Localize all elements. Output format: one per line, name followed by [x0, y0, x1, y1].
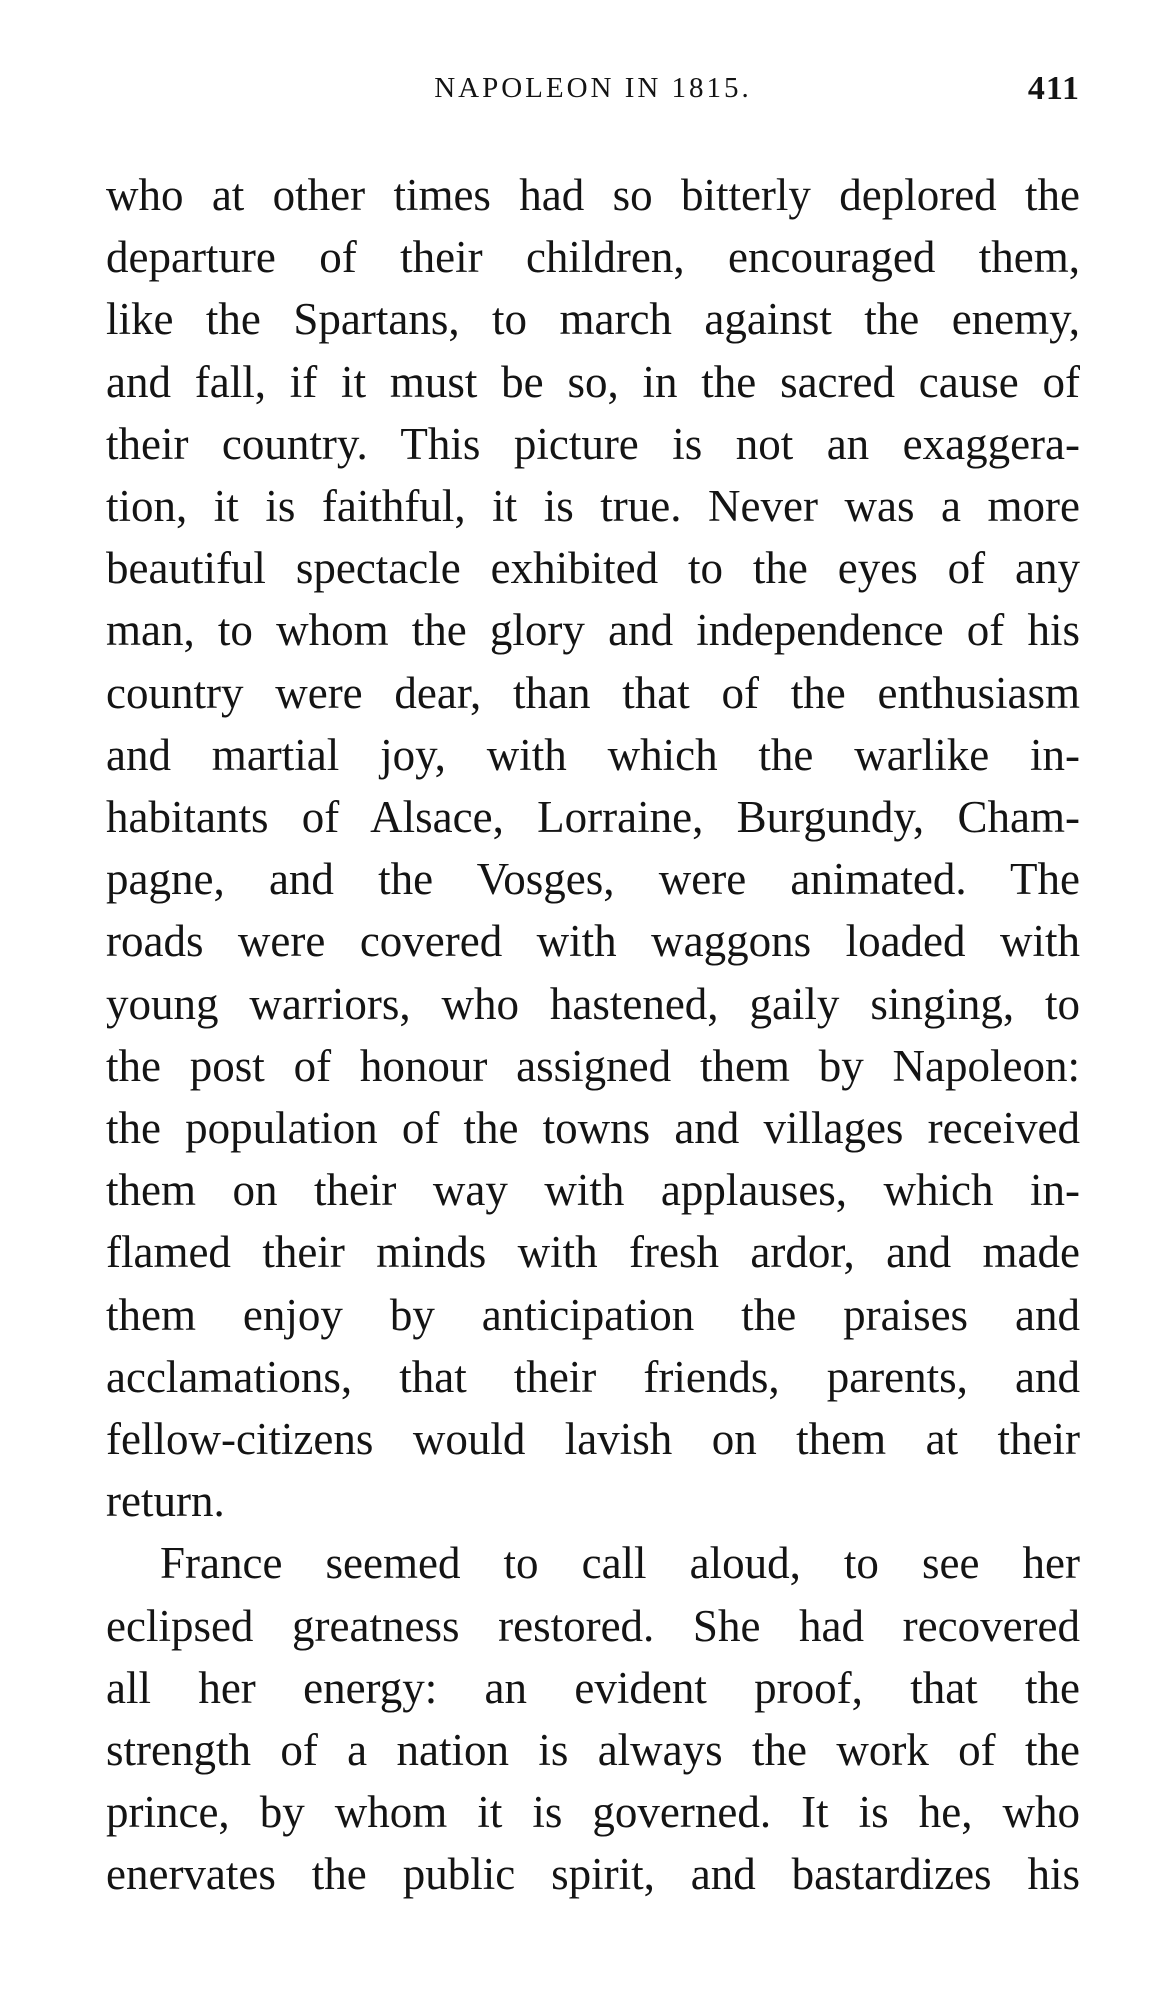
- text-line: and martial joy, with which the warlike in-: [106, 729, 1080, 780]
- text-line: flamed their minds with fresh ardor, and made: [106, 1227, 1080, 1278]
- text-line: and fall, if it must be so, in the sacred cause of: [106, 356, 1080, 407]
- text-line: tion, it is faithful, it is true. Never was a more: [106, 481, 1080, 532]
- text-line: return.: [106, 1476, 225, 1527]
- text-line: habitants of Alsace, Lorraine, Burgundy, Cham-: [106, 792, 1080, 843]
- text-line: their country. This picture is not an exaggera-: [106, 418, 1080, 469]
- text-line: country were dear, than that of the enthusiasm: [106, 667, 1080, 718]
- text-line: all her energy: an evident proof, that the: [106, 1662, 1080, 1713]
- text-line: them on their way with applauses, which in-: [106, 1165, 1080, 1216]
- text-line: man, to whom the glory and independence of his: [106, 605, 1080, 656]
- running-head: [106, 72, 1080, 112]
- text-line: like the Spartans, to march against the enemy,: [106, 294, 1080, 345]
- text-line: the post of honour assigned them by Napoleon:: [106, 1040, 1080, 1091]
- paragraph-2: [106, 1532, 1080, 1905]
- text-line: them enjoy by anticipation the praises and: [106, 1289, 1080, 1340]
- running-title: NAPOLEON IN 1815.: [434, 72, 752, 104]
- text-line: strength of a nation is always the work of the: [106, 1725, 1080, 1776]
- text-line: pagne, and the Vosges, were animated. The: [106, 854, 1080, 905]
- text-line: acclamations, that their friends, parents, and: [106, 1351, 1080, 1402]
- paragraph-1: [106, 164, 1080, 1532]
- text-line: who at other times had so bitterly deplored the: [106, 170, 1080, 220]
- text-line: prince, by whom it is governed. It is he, who: [106, 1787, 1080, 1838]
- text-line: the population of the towns and villages received: [106, 1103, 1080, 1154]
- page-number: 411: [1027, 70, 1080, 107]
- text-line: beautiful spectacle exhibited to the eyes of any: [106, 543, 1080, 594]
- text-line: fellow-citizens would lavish on them at their: [106, 1414, 1080, 1465]
- text-line: roads were covered with waggons loaded with: [106, 916, 1080, 967]
- body-text: [106, 164, 1080, 1906]
- text-line: departure of their children, encouraged them,: [106, 232, 1080, 283]
- text-line: eclipsed greatness restored. She had recovered: [106, 1600, 1080, 1651]
- text-line: France seemed to call aloud, to see her: [160, 1538, 1080, 1589]
- text-line: enervates the public spirit, and bastardizes his: [106, 1849, 1080, 1900]
- text-line: young warriors, who hastened, gaily singing, to: [106, 978, 1080, 1029]
